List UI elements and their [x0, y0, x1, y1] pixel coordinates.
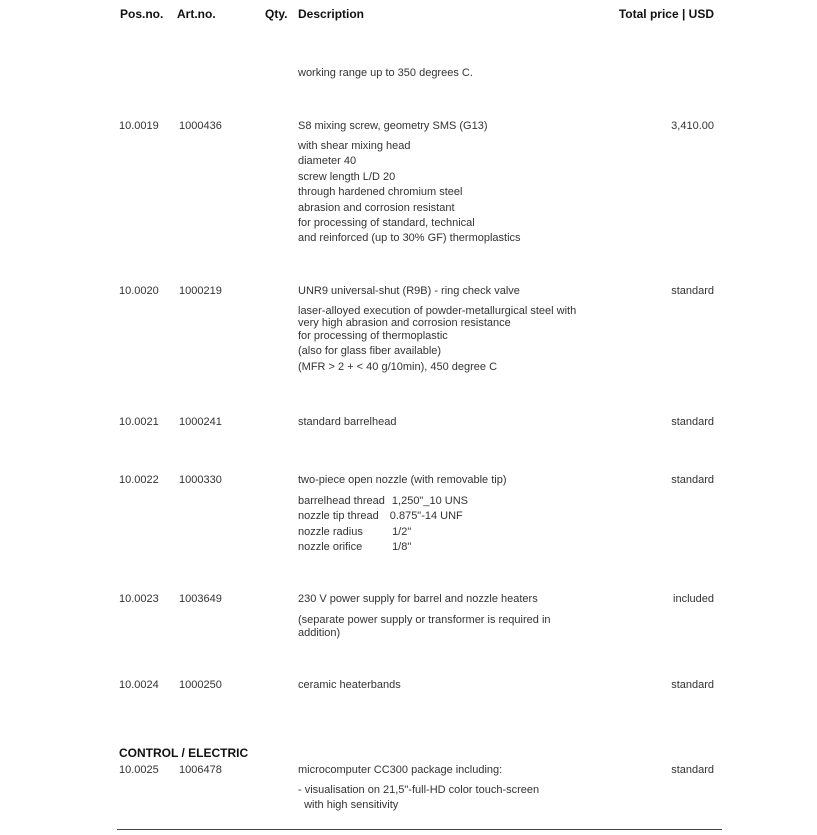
item-price: included	[673, 593, 714, 605]
detail-line: for processing of thermoplastic	[298, 330, 448, 342]
header-art-no: Art.no.	[177, 7, 216, 21]
detail-line: very high abrasion and corrosion resistance	[298, 317, 511, 329]
item-price: standard	[671, 474, 714, 486]
item-title: S8 mixing screw, geometry SMS (G13)	[298, 120, 488, 132]
carryover-text: working range up to 350 degrees C.	[298, 67, 473, 79]
spec-label: nozzle tip thread	[298, 510, 379, 523]
item-title: UNR9 universal-shut (R9B) - ring check valve	[298, 285, 520, 297]
item-art-no: 1000219	[179, 285, 222, 297]
header-qty: Qty.	[265, 7, 288, 21]
item-specs	[298, 494, 468, 556]
detail-line: with high sensitivity	[298, 799, 399, 812]
detail-line: addition)	[298, 626, 341, 639]
spec-label: nozzle radius	[298, 525, 363, 538]
item-art-no: 1000330	[179, 474, 222, 486]
header-description: Description	[298, 7, 365, 21]
spec-row	[298, 509, 468, 524]
item-title: 230 V power supply for barrel and nozzle heaters	[298, 593, 538, 605]
item-pos-no: 10.0020	[119, 285, 159, 297]
item-pos-no: 10.0023	[119, 593, 159, 605]
spec-value: 1/2"	[392, 525, 412, 538]
detail-line: for processing of standard, technical	[298, 216, 475, 229]
detail-line: through hardened chromium steel	[298, 186, 463, 199]
item-price: standard	[671, 764, 714, 776]
detail-line: - visualisation on 21,5"-full-HD color touch-screen	[298, 784, 540, 796]
item-price: standard	[671, 416, 714, 428]
section-heading-control-electric: CONTROL / ELECTRIC	[119, 746, 249, 760]
item-art-no: 1000436	[179, 120, 222, 132]
item-title: standard barrelhead	[298, 416, 397, 428]
item-pos-no: 10.0022	[119, 474, 159, 486]
item-title: two-piece open nozzle (with removable tip)	[298, 474, 507, 486]
item-pos-no: 10.0021	[119, 416, 159, 428]
item-details	[298, 783, 539, 814]
item-pos-no: 10.0025	[119, 764, 159, 776]
spec-label: barrelhead thread	[298, 495, 385, 507]
detail-line: laser-alloyed execution of powder-metallurgical steel with	[298, 305, 577, 317]
item-details	[298, 139, 521, 247]
spec-row	[298, 525, 468, 540]
item-price: 3,410.00	[671, 120, 714, 132]
spec-row	[298, 494, 468, 509]
item-details	[298, 305, 576, 375]
spec-row	[298, 540, 468, 555]
item-art-no: 1000250	[179, 679, 222, 691]
item-art-no: 1006478	[179, 764, 222, 776]
item-art-no: 1000241	[179, 416, 222, 428]
item-price: standard	[671, 285, 714, 297]
item-art-no: 1003649	[179, 593, 222, 605]
detail-line: with shear mixing head	[298, 140, 411, 152]
detail-line: (MFR > 2 + < 40 g/10min), 450 degree C	[298, 360, 498, 373]
spec-value: 1,250"_10 UNS	[391, 495, 468, 507]
detail-line: and reinforced (up to 30% GF) thermoplastics	[298, 232, 521, 245]
detail-line: (also for glass fiber available)	[298, 345, 442, 358]
detail-line: screw length L/D 20	[298, 170, 396, 183]
item-title: microcomputer CC300 package including:	[298, 764, 503, 776]
spec-value: 0.875"-14 UNF	[389, 510, 463, 523]
detail-line: abrasion and corrosion resistant	[298, 201, 455, 214]
header-total-price: Total price | USD	[618, 7, 714, 21]
spec-label: nozzle orifice	[298, 541, 363, 554]
item-details	[298, 614, 551, 639]
item-price: standard	[671, 679, 714, 691]
page-bottom-rule	[117, 829, 722, 830]
detail-line: diameter 40	[298, 155, 357, 168]
item-title: ceramic heaterbands	[298, 679, 401, 691]
item-pos-no: 10.0024	[119, 679, 159, 691]
detail-line: (separate power supply or transformer is required in	[298, 614, 551, 626]
header-pos-no: Pos.no.	[120, 7, 164, 21]
item-pos-no: 10.0019	[119, 120, 159, 132]
spec-value: 1/8"	[392, 541, 412, 554]
